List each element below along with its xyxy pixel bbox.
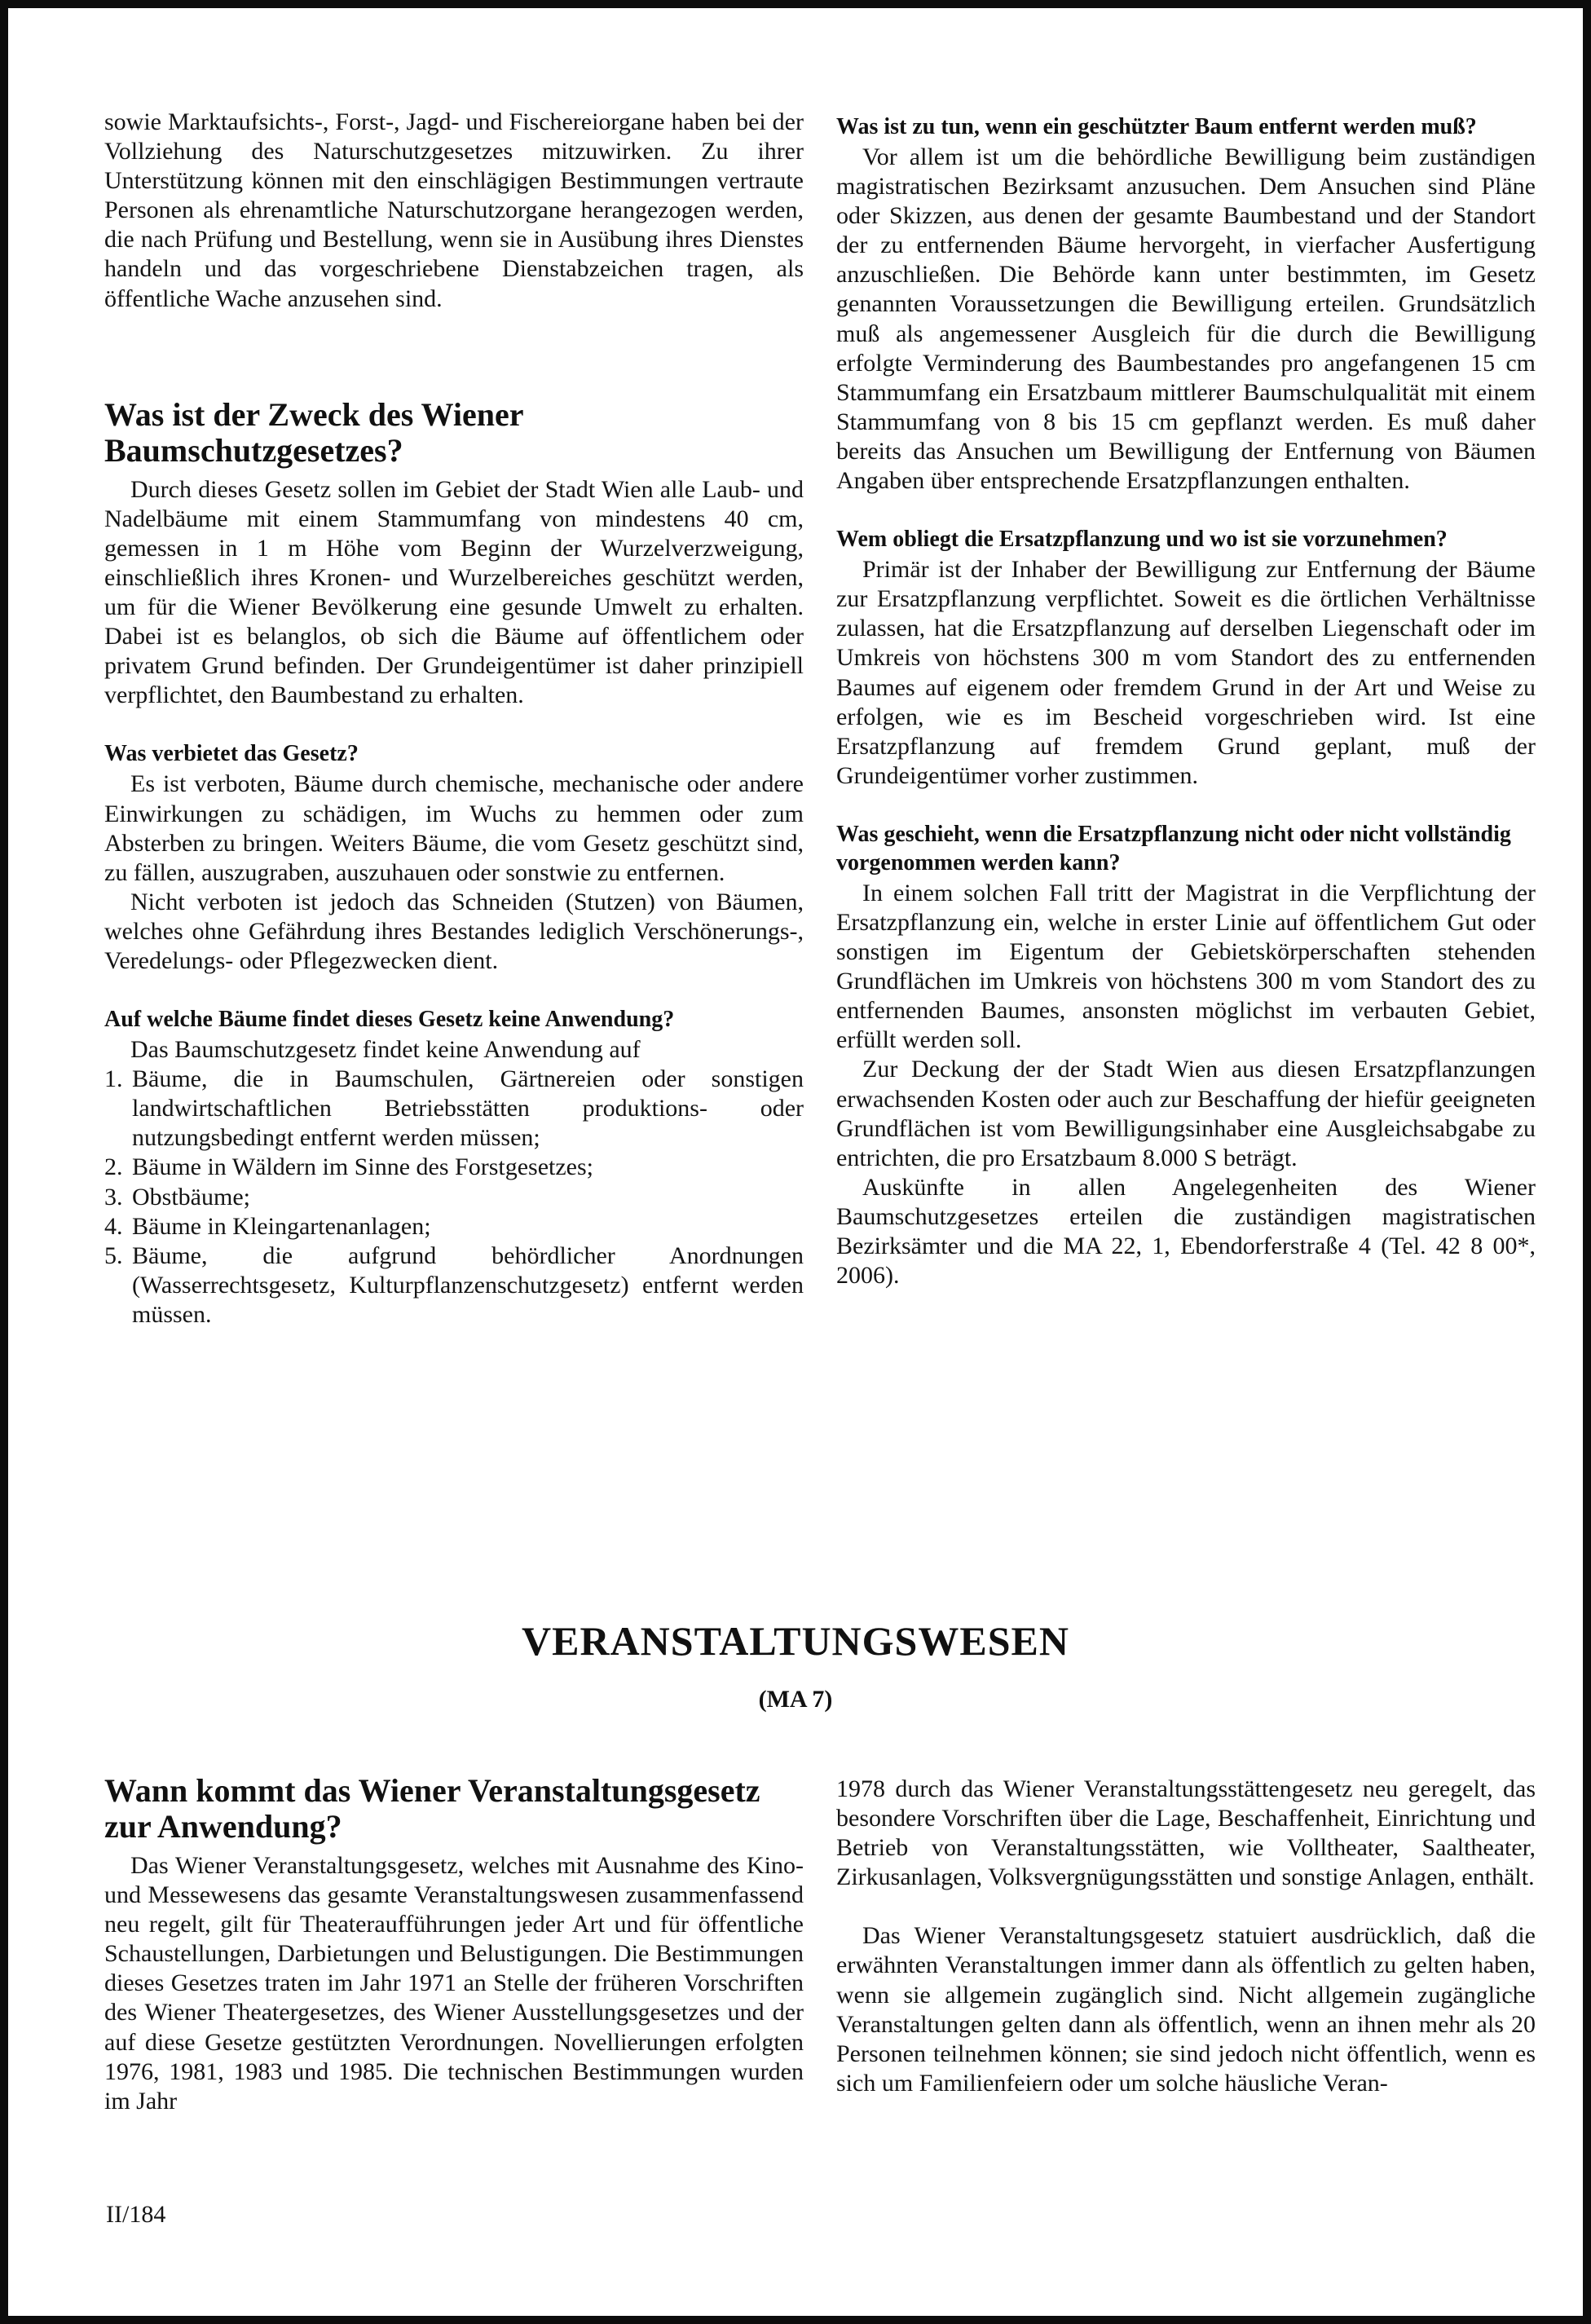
- paragraph-verbietet-2: Nicht verboten ist jedoch das Schneiden (Stutzen) von Bäumen, welches ohne Gefährdung ihres Bestandes lediglich Verschönerungs-, Veredelungs- oder Pflegezwecken dient.: [104, 888, 804, 974]
- left-column-top: [104, 108, 804, 1330]
- paragraph-verbietet-1: Es ist verboten, Bäume durch chemische, mechanische oder andere Einwirkungen zu schädigen, im Wuchs zu hemmen oder zum Absterben zu bringen. Weiters Bäume, die vom Gesetz geschützt sind, zu fällen, auszugraben, auszuhauen oder sonstwie zu entfernen.: [104, 770, 804, 886]
- list-item: 5. Bäume, die aufgrund behördlicher Anordnungen (Wasserrechtsgesetz, Kulturpflanzenschutzgesetz) entfernt werden müssen.: [104, 1241, 804, 1328]
- section-subtitle: (MA 7): [758, 1686, 833, 1713]
- heading-zweck: Was ist der Zweck des Wiener Baumschutzgesetzes?: [104, 395, 523, 469]
- paragraph-veranstaltung-1: 1978 durch das Wiener Veranstaltungsstättengesetz neu geregelt, das besondere Vorschriften über die Lage, Beschaffenheit, Einrichtung und Betrieb von Veranstaltungsstätten, wie Volltheater, Saaltheater, Zirkusanlagen, Volksvergnügungsstätten und sonstige Anlagen, enthält.: [836, 1775, 1536, 1891]
- list-item: 4. Bäume in Kleingartenanlagen;: [104, 1212, 431, 1240]
- paragraph-nicht-1: In einem solchen Fall tritt der Magistrat in die Verpflichtung der Ersatzpflanzung ein, welche in erster Linie auf öffentlichem Gut oder sonstigen im Eigentum der Gebietskörperschaften stehenden Grundflächen im Umkreis von höchstens 300 m vom Standort des zu entfernenden Baumes, ansonsten möglichst im verbauten Gebiet, erfüllt werden soll.: [836, 879, 1536, 1054]
- intro-paragraph: sowie Marktaufsichts-, Forst-, Jagd- und Fischereiorgane haben bei der Vollziehung des Naturschutzgesetzes mitzuwirken. Zu ihrer Unterstützung können mit den einschlägigen Bestimmungen vertraute Personen als ehrenamtliche Naturschutzorgane herangezogen werden, die nach Prüfung und Bestellung, wenn sie in Ausübung ihres Dienstes handeln und das vorgeschriebene Dienstabzeichen tragen, als öffentliche Wache anzusehen sind.: [104, 108, 804, 312]
- page-number: II/184: [106, 2201, 166, 2228]
- list-item: 3. Obstbäume;: [104, 1183, 250, 1211]
- paragraph-entfernt: Vor allem ist um die behördliche Bewilligung beim zuständigen magistratischen Bezirksamt anzusuchen. Dem Ansuchen sind Pläne oder Skizzen, aus denen der gesamte Baumbestand und der Standort der zu entfernenden Bäume hervorgeht, in vierfacher Ausfertigung anzuschließen. Die Behörde kann unter bestimmten, im Gesetz genannten Voraussetzungen die Bewilligung erteilen. Grundsätzlich muß als angemessener Ausgleich für die durch die Bewilligung erfolgte Verminderung des Baumbestandes pro angefangenen 15 cm Stammumfang ein Ersatzbaum mittlerer Baumschulqualität mit einem Stammumfang von 8 bis 15 cm gepflanzt werden. Es muß daher bereits das Ansuchen um Bewilligung der Entfernung von Bäumen Angaben über entsprechende Ersatzpflanzungen enthalten.: [836, 143, 1536, 495]
- heading-veranstaltungsgesetz: Wann kommt das Wiener Veranstaltungsgesetz zur Anwendung?: [104, 1772, 760, 1845]
- paragraph-anwendung-intro: Das Baumschutzgesetz findet keine Anwendung auf: [130, 1036, 641, 1064]
- anwendung-list: [104, 1065, 804, 1330]
- heading-entfernt: Was ist zu tun, wenn ein geschützter Baum entfernt werden muß?: [836, 114, 1477, 139]
- paragraph-zweck: Durch dieses Gesetz sollen im Gebiet der Stadt Wien alle Laub- und Nadelbäume mit einem Stammumfang von mindestens 40 cm, gemessen in 1 m Höhe vom Beginn der Wurzelverzweigung, einschließlich ihres Kronen- und Wurzelbereiches geschützt werden, um für die Wiener Bevölkerung eine gesunde Umwelt zu erhalten. Dabei ist es belanglos, ob sich die Bäume auf öffentlichem oder privatem Grund befinden. Der Grundeigentümer ist daher prinzipiell verpflichtet, den Baumbestand zu erhalten.: [104, 475, 804, 709]
- paragraph-veranstaltung-2: Das Wiener Veranstaltungsgesetz statuiert ausdrücklich, daß die erwähnten Veranstaltungen immer dann als öffentlich zu gelten haben, wenn sie allgemein zugänglich sind. Nicht allgemein zugängliche Veranstaltungen gelten dann als öffentlich, wenn an ihnen mehr als 20 Personen teilnehmen können; sie sind jedoch nicht öffentlich, wenn es sich um Familienfeiern oder um solche häusliche Veran-: [836, 1922, 1536, 2097]
- right-column-bottom: [836, 1775, 1536, 2098]
- paragraph-nicht-3: Auskünfte in allen Angelegenheiten des Wiener Baumschutzgesetzes erteilen die zuständigen magistratischen Bezirksämter und die MA 22, 1, Ebendorferstraße 4 (Tel. 42 8 00*, 2006).: [836, 1173, 1536, 1290]
- heading-ersatz: Wem obliegt die Ersatzpflanzung und wo ist sie vorzunehmen?: [836, 527, 1448, 553]
- heading-nicht: Was geschieht, wenn die Ersatzpflanzung nicht oder nicht vollständig vorgenommen werden kann?: [836, 821, 1511, 875]
- heading-verbietet: Was verbietet das Gesetz?: [104, 741, 359, 767]
- document-page: [8, 8, 1583, 2316]
- list-item: 2. Bäume in Wäldern im Sinne des Forstgesetzes;: [104, 1153, 594, 1181]
- left-column-bottom: [104, 1773, 804, 2116]
- list-item: 1. Bäume, die in Baumschulen, Gärtnereien oder sonstigen landwirtschaftlichen Betriebsstätten produktions- oder nutzungsbedingt entfernt werden müssen;: [104, 1065, 804, 1152]
- paragraph-ersatz: Primär ist der Inhaber der Bewilligung zur Entfernung der Bäume zur Ersatzpflanzung verpflichtet. Soweit es die örtlichen Verhältnisse zulassen, hat die Ersatzpflanzung auf derselben Liegenschaft oder im Umkreis von höchstens 300 m vom Standort des zu entfernenden Baumes auf eigenem oder fremdem Grund in der Art und Weise zu erfolgen, wie es im Bescheid vorgeschrieben wird. Ist eine Ersatzpflanzung auf fremdem Grund geplant, muß der Grundeigentümer vorher zustimmen.: [836, 556, 1536, 789]
- right-column-top: [836, 112, 1536, 1290]
- paragraph-nicht-2: Zur Deckung der der Stadt Wien aus diesen Ersatzpflanzungen erwachsenden Kosten oder auch zur Beschaffung der hiefür geeigneten Grundflächen ist vom Bewilligungsinhaber eine Ausgleichsabgabe zu entrichten, die pro Ersatzbaum 8.000 S beträgt.: [836, 1056, 1536, 1171]
- heading-anwendung: Auf welche Bäume findet dieses Gesetz keine Anwendung?: [104, 1007, 675, 1033]
- section-title: VERANSTALTUNGSWESEN: [522, 1618, 1069, 1664]
- paragraph-veranstaltungsgesetz: Das Wiener Veranstaltungsgesetz, welches mit Ausnahme des Kino- und Messewesens das gesamte Veranstaltungswesen zusammenfassend neu regelt, gilt für Theateraufführungen jeder Art und für öffentliche Schaustellungen, Darbietungen und Belustigungen. Die Bestimmungen dieses Gesetzes traten im Jahr 1971 an Stelle der früheren Vorschriften des Wiener Theatergesetzes, des Wiener Ausstellungsgesetzes und der auf diese Gesetze gestützten Verordnungen. Novellierungen erfolgten 1976, 1981, 1983 und 1985. Die technischen Bestimmungen wurden im Jahr: [104, 1852, 804, 2115]
